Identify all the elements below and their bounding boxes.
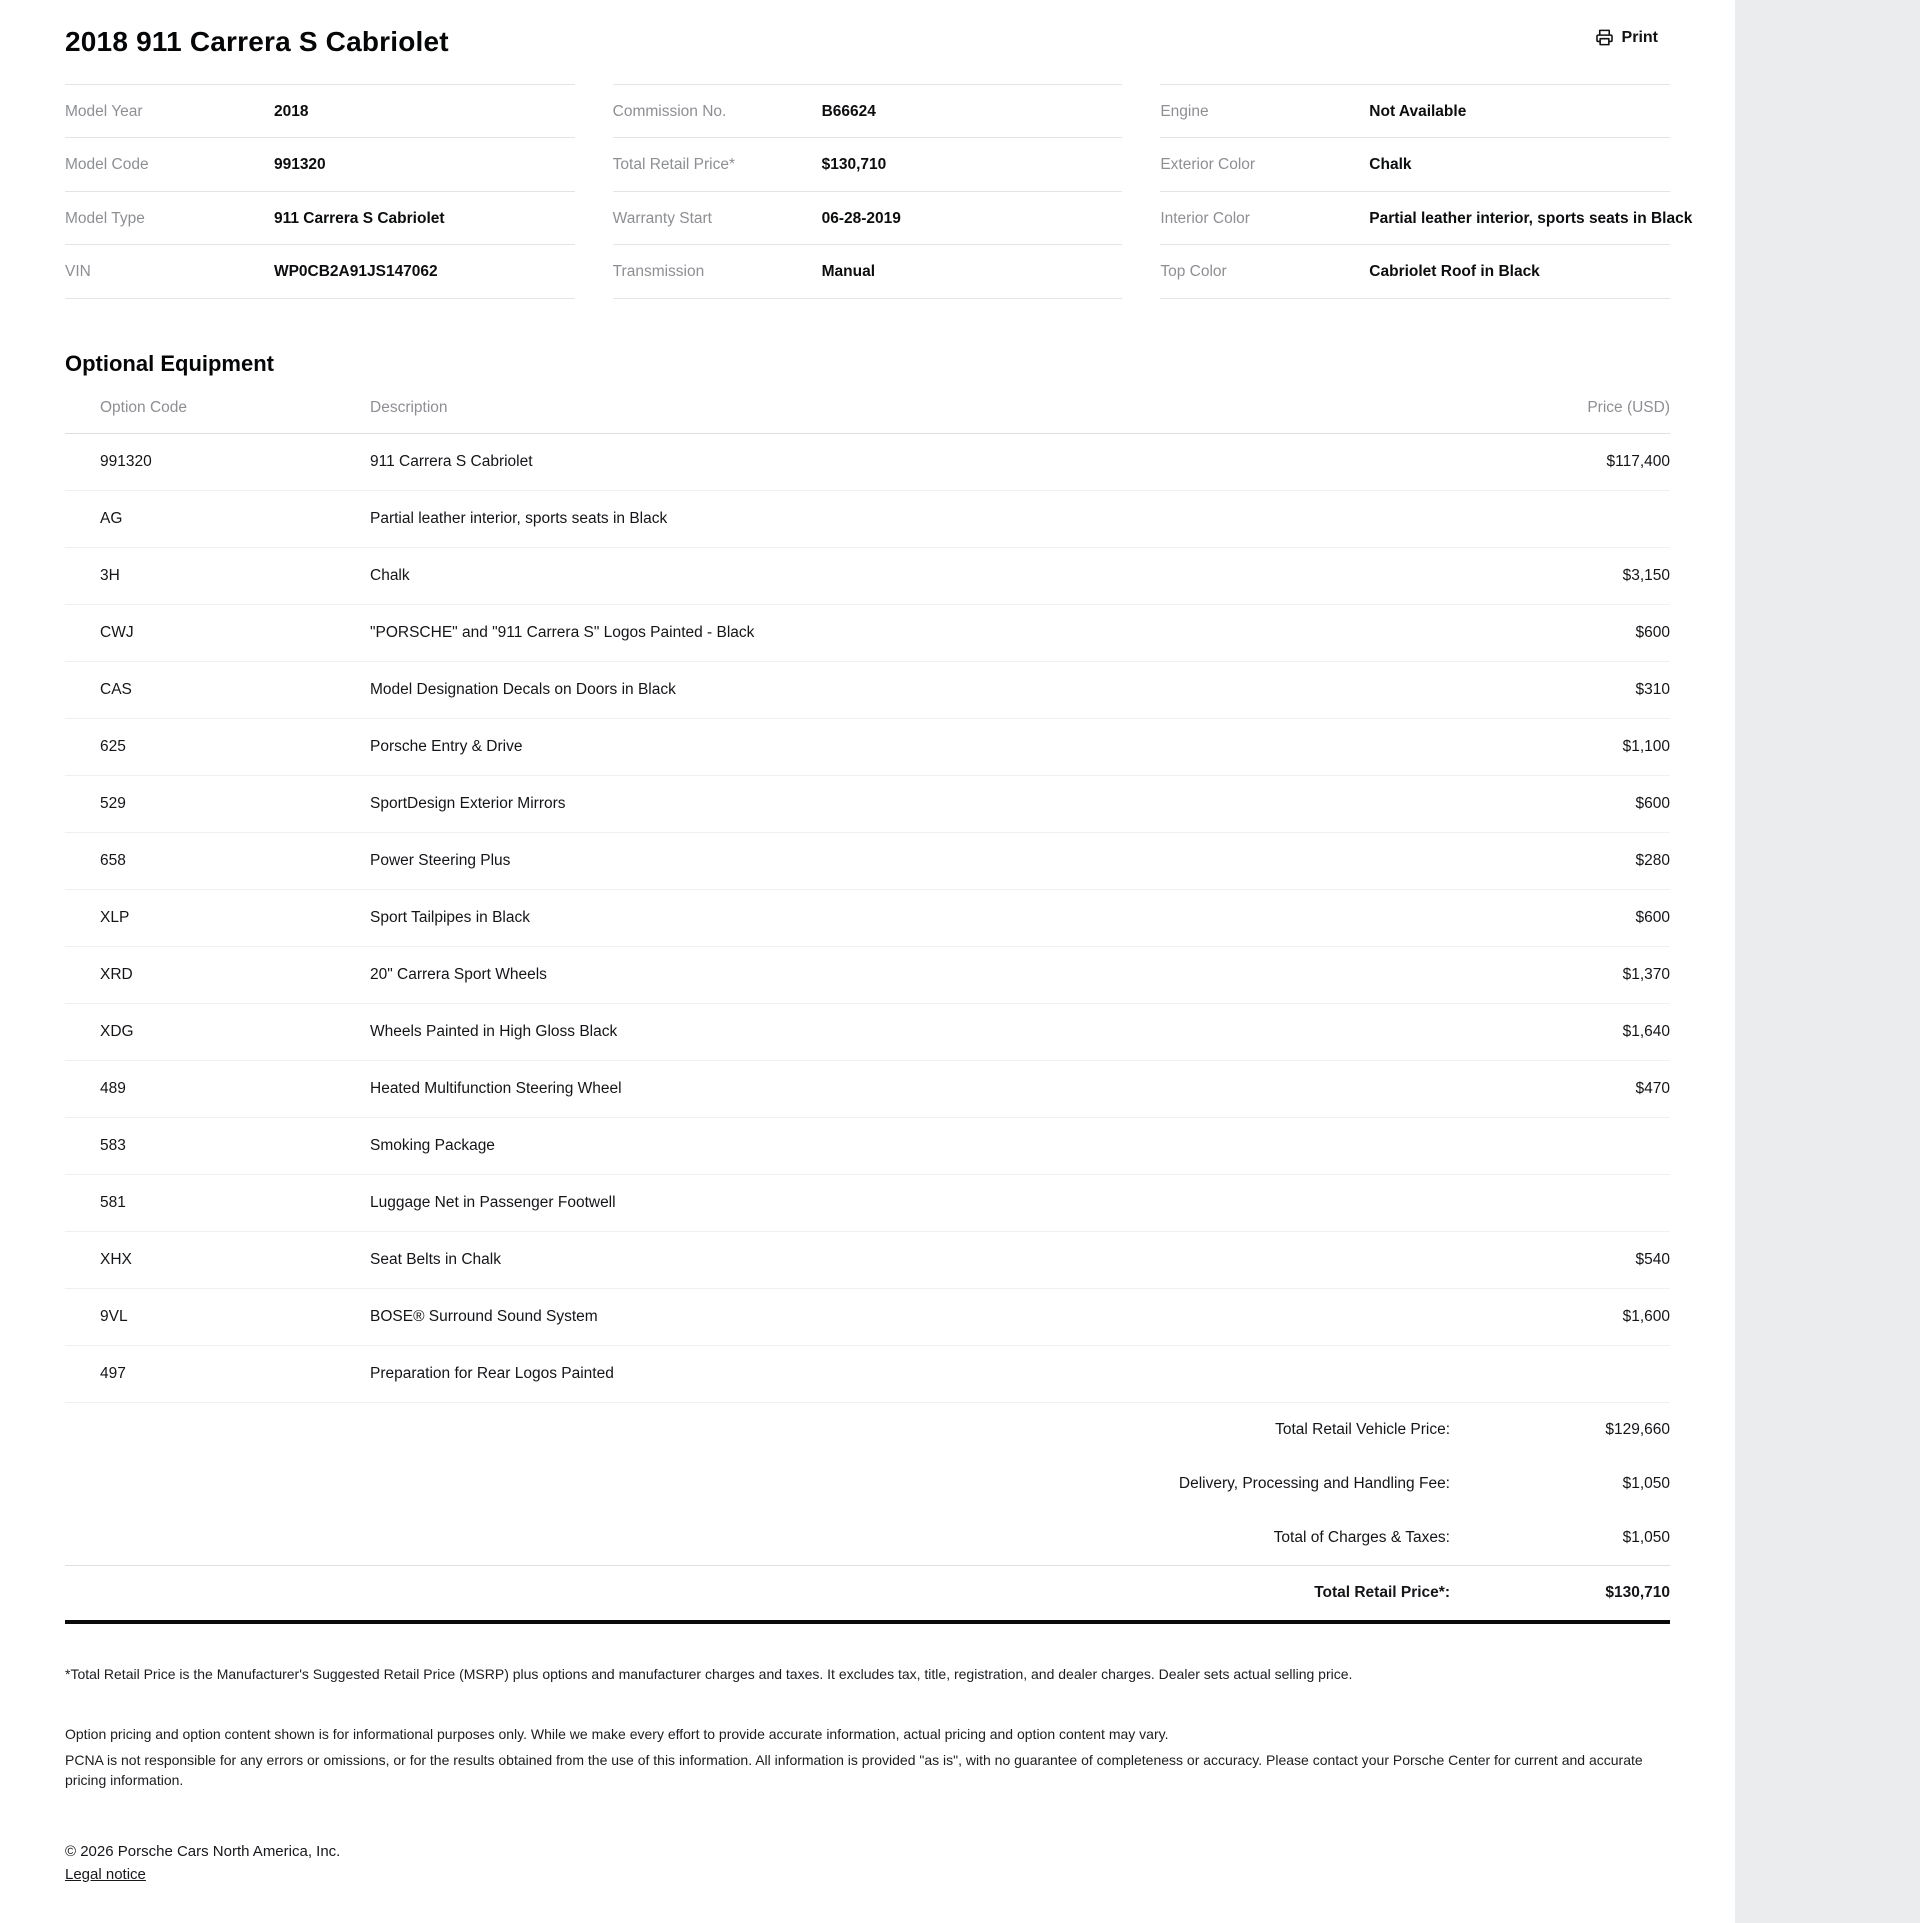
detail-value: 2018 — [273, 103, 309, 120]
detail-value: 991320 — [273, 156, 326, 174]
equipment-row — [65, 776, 1670, 833]
equipment-description: BOSE® Surround Sound System — [370, 1307, 598, 1325]
equipment-row — [65, 1346, 1670, 1403]
detail-value: Not Available — [1369, 103, 1467, 120]
vehicle-details-grid — [65, 84, 1693, 299]
detail-row — [1160, 85, 1670, 138]
equipment-price: $1,370 — [1622, 965, 1670, 983]
detail-label: Top Color — [1160, 263, 1227, 281]
header — [65, 26, 1670, 58]
footnote-msrp: *Total Retail Price is the Manufacturer's Suggested Retail Price (MSRP) plus options and manufacturer charges and taxes. It excludes tax, title, registration, and dealer charges. Dealer sets actual selling price. — [65, 1665, 1353, 1682]
equipment-table-header — [65, 377, 1670, 434]
totals-row-label: Delivery, Processing and Handling Fee: — [1178, 1474, 1450, 1492]
equipment-description: Sport Tailpipes in Black — [370, 908, 530, 926]
equipment-option-code: 3H — [100, 566, 120, 584]
equipment-price: $600 — [1635, 908, 1670, 926]
totals-row-value: $129,660 — [1605, 1420, 1670, 1438]
equipment-row — [65, 719, 1670, 776]
detail-value: 06-28-2019 — [821, 209, 901, 227]
totals-row-value: $1,050 — [1622, 1528, 1670, 1546]
equipment-price: $3,150 — [1622, 566, 1670, 584]
detail-label: Transmission — [612, 263, 705, 281]
detail-row — [65, 245, 575, 298]
detail-row — [1160, 245, 1670, 298]
equipment-row — [65, 548, 1670, 605]
detail-label: Commission No. — [612, 103, 727, 120]
equipment-price: $600 — [1635, 623, 1670, 641]
print-button[interactable] — [1595, 28, 1658, 47]
detail-label: Exterior Color — [1160, 156, 1256, 174]
detail-row — [65, 85, 575, 138]
detail-label: Interior Color — [1160, 209, 1250, 227]
detail-value: $130,710 — [821, 156, 887, 174]
totals-row — [65, 1457, 1670, 1511]
equipment-row — [65, 605, 1670, 662]
equipment-row — [65, 1004, 1670, 1061]
equipment-description: Preparation for Rear Logos Painted — [370, 1364, 614, 1382]
page-title: 2018 911 Carrera S Cabriolet — [65, 26, 449, 57]
equipment-row — [65, 1289, 1670, 1346]
print-button-label: Print — [1621, 28, 1658, 46]
detail-value: 911 Carrera S Cabriolet — [273, 209, 445, 227]
detail-label: Warranty Start — [612, 209, 712, 227]
footer — [65, 1843, 1670, 1883]
detail-label: Model Code — [65, 156, 149, 174]
detail-row — [613, 138, 1123, 191]
equipment-option-code: 529 — [100, 794, 126, 812]
optional-equipment-title: Optional Equipment — [65, 350, 274, 376]
column-header-option-code: Option Code — [100, 398, 188, 416]
column-header-price: Price (USD) — [1587, 398, 1670, 416]
equipment-description: Porsche Entry & Drive — [370, 737, 523, 755]
footnote-option-pricing: Option pricing and option content shown is for informational purposes only. While we make every effort to provide accurate information, actual pricing and option content may vary. — [65, 1725, 1169, 1742]
equipment-description: SportDesign Exterior Mirrors — [370, 794, 566, 812]
detail-label: Total Retail Price* — [612, 156, 735, 174]
detail-row — [613, 85, 1123, 138]
equipment-option-code: XLP — [100, 908, 130, 926]
equipment-description: Smoking Package — [370, 1136, 495, 1154]
equipment-option-code: 658 — [100, 851, 126, 869]
equipment-description: Luggage Net in Passenger Footwell — [370, 1193, 616, 1211]
equipment-row — [65, 833, 1670, 890]
equipment-row — [65, 1232, 1670, 1289]
equipment-price: $470 — [1635, 1079, 1670, 1097]
equipment-description: 911 Carrera S Cabriolet — [370, 452, 533, 470]
copyright-text: © 2026 Porsche Cars North America, Inc. — [65, 1842, 341, 1860]
detail-row — [1160, 192, 1693, 245]
equipment-row — [65, 1175, 1670, 1232]
total-retail-price-label: Total Retail Price*: — [1314, 1583, 1450, 1601]
equipment-description: Heated Multifunction Steering Wheel — [370, 1079, 622, 1097]
detail-row — [1160, 138, 1670, 191]
equipment-description: "PORSCHE" and "911 Carrera S" Logos Painted - Black — [370, 623, 755, 641]
detail-label: VIN — [65, 263, 91, 281]
equipment-description: Power Steering Plus — [370, 851, 511, 869]
total-retail-price-value: $130,710 — [1605, 1583, 1670, 1601]
detail-row — [613, 245, 1123, 298]
equipment-description: 20" Carrera Sport Wheels — [370, 965, 547, 983]
equipment-option-code: XHX — [100, 1250, 132, 1268]
detail-row — [65, 138, 575, 191]
equipment-row — [65, 491, 1670, 548]
detail-value: B66624 — [821, 103, 876, 120]
vehicle-details-column-1 — [65, 84, 575, 299]
detail-label: Model Type — [65, 209, 145, 227]
detail-value: Chalk — [1369, 156, 1412, 174]
equipment-price: $540 — [1635, 1250, 1670, 1268]
equipment-price: $280 — [1635, 851, 1670, 869]
detail-label: Engine — [1160, 103, 1209, 120]
equipment-option-code: XRD — [100, 965, 133, 983]
equipment-price: $1,100 — [1622, 737, 1670, 755]
equipment-option-code: XDG — [100, 1022, 134, 1040]
totals-row-value: $1,050 — [1622, 1474, 1670, 1492]
equipment-option-code: 991320 — [100, 452, 152, 470]
totals-row-label: Total of Charges & Taxes: — [1273, 1528, 1450, 1546]
detail-row — [613, 192, 1123, 245]
equipment-description: Chalk — [370, 566, 410, 584]
legal-notice-link[interactable]: Legal notice — [65, 1865, 146, 1883]
totals-row — [65, 1403, 1670, 1457]
equipment-table-body — [65, 434, 1670, 1403]
equipment-option-code: AG — [100, 509, 123, 527]
equipment-row — [65, 1118, 1670, 1175]
equipment-option-code: 581 — [100, 1193, 126, 1211]
detail-value: Partial leather interior, sports seats in Black — [1369, 209, 1693, 227]
equipment-price: $117,400 — [1606, 452, 1670, 470]
totals-section — [65, 1403, 1670, 1624]
footnote-pcna-disclaimer: PCNA is not responsible for any errors or omissions, or for the results obtained from the use of this information. All information is provided "as is", with no guarantee of completeness or accuracy. Please contact your Porsche Center for current and accurate pricing information. — [65, 1752, 1643, 1789]
equipment-option-code: CAS — [100, 680, 132, 698]
equipment-description: Model Designation Decals on Doors in Black — [370, 680, 676, 698]
totals-summary — [65, 1403, 1670, 1565]
column-header-description: Description — [370, 398, 448, 416]
equipment-row — [65, 662, 1670, 719]
printer-icon — [1595, 28, 1614, 47]
detail-value: WP0CB2A91JS147062 — [273, 263, 438, 281]
equipment-option-code: 489 — [100, 1079, 126, 1097]
equipment-option-code: 9VL — [100, 1307, 128, 1325]
total-retail-price-row — [65, 1565, 1670, 1620]
equipment-price: $1,600 — [1622, 1307, 1670, 1325]
equipment-row — [65, 1061, 1670, 1118]
detail-row — [65, 192, 575, 245]
equipment-row — [65, 890, 1670, 947]
vehicle-details-column-2 — [613, 84, 1123, 299]
vehicle-details-column-3 — [1160, 84, 1693, 299]
equipment-option-code: 625 — [100, 737, 126, 755]
detail-label: Model Year — [65, 103, 143, 120]
equipment-option-code: 497 — [100, 1364, 126, 1382]
detail-value: Manual — [821, 263, 876, 281]
equipment-row — [65, 947, 1670, 1004]
detail-value: Cabriolet Roof in Black — [1369, 263, 1540, 281]
equipment-option-code: 583 — [100, 1136, 126, 1154]
equipment-price: $310 — [1635, 680, 1670, 698]
equipment-description: Seat Belts in Chalk — [370, 1250, 501, 1268]
equipment-option-code: CWJ — [100, 623, 134, 641]
equipment-row — [65, 434, 1670, 491]
equipment-price: $1,640 — [1622, 1022, 1670, 1040]
totals-row-label: Total Retail Vehicle Price: — [1275, 1420, 1450, 1438]
equipment-description: Wheels Painted in High Gloss Black — [370, 1022, 618, 1040]
totals-row — [65, 1511, 1670, 1565]
equipment-description: Partial leather interior, sports seats in Black — [370, 509, 668, 527]
equipment-price: $600 — [1635, 794, 1670, 812]
